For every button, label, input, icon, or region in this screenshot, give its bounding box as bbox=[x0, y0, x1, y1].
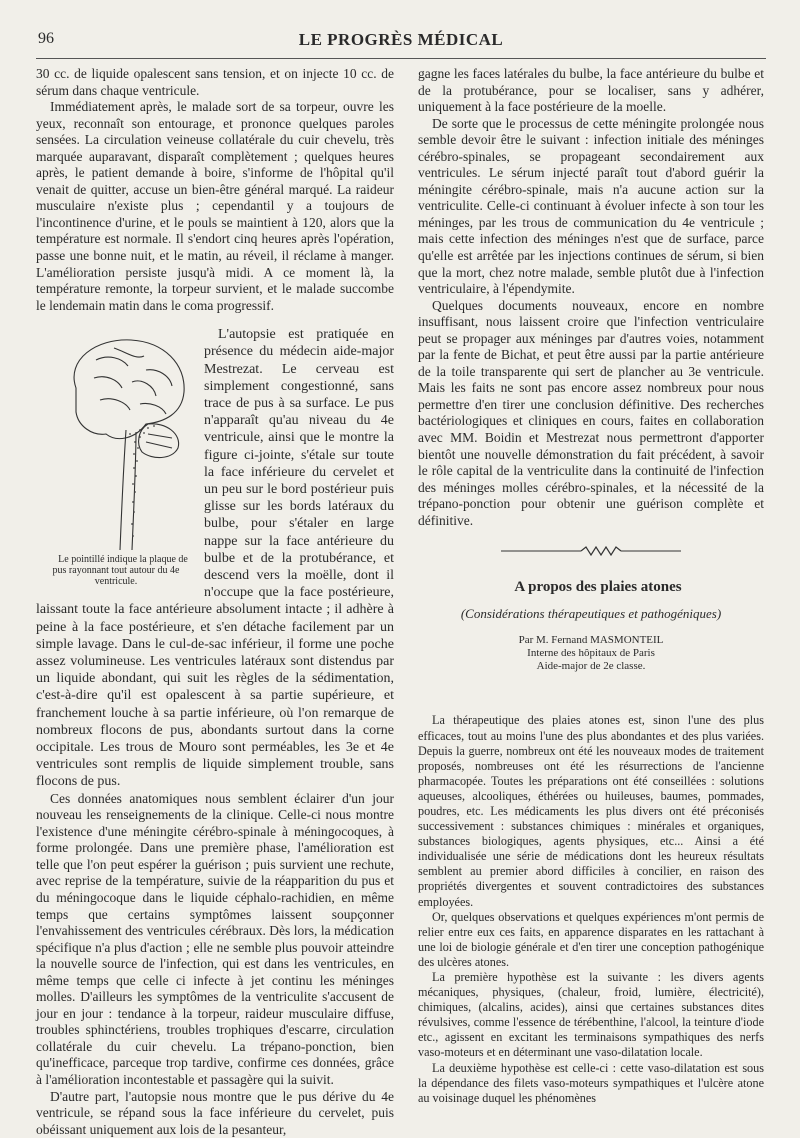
paragraph-text: L'autopsie est pratiquée en présence du médecin aide-major Mestrezat. Le cerveau est simplement congestionné, sans trace de pus à sa surface. Le pus n'apparaît qu'au niveau du 4e ventricule, ainsi que le montre la figure ci-jointe, s'étale sur toute la face inférieure du cervelet et un peu sur le bord postérieur puis glisse sur les bords latéraux du bulbe, pour s'étaler en large nappe sur la face antérieure du bulbe et de la protubérance, et descend vers la moëlle, dont il n'occupe que la face postérieure, laissant toute la face antérieure absolument intacte ; il adhère à peine à la face postérieure, et s'en détache facilement par un simple lavage. Dans le cul-de-sac inférieur, il forme une poche assez volumineuse. Les ventricules latéraux sont distendus par un liquide abondant, qui suit les règles de la sédimentation, c'est-à-dire qu'il est opalescent à sa partie supérieure, et franchement louche à sa partie inférieure, où l'on remarque de nombreux flocons de pus, abondants surtout dans la corne occipitale. Les trous de Mouro sont perméables, les 3e et 4e ventricules sont remplis de liquide simplement trouble, sans flocons de pus. bbox=[36, 327, 394, 790]
paragraph: De sorte que le processus de cette méningite prolongée nous semble devoir être le suivant : infection initiale des méninges cérébro-spinales, se propageant secondairement aux ventricules. Le sérum injecté paraît tout d'abord guérir la méningite cérébro-spinale, mais n'a aucune action sur la ventriculite. Celle-ci continuant à évoluer infecte à son tour les méninges, par les trous de communication du 4e ventricule ; mais cette infection des méninges n'est que de surface, parce qu'elle est arrêtée par les injections continues de sérum, si bien que la mort, chez notre malade, semble plutôt due à l'infection ventriculaire, à l'épendymite. bbox=[418, 115, 764, 297]
figure-caption: Le pointillé indique la plaque de pus rayonnant tout autour du 4e ventricule. bbox=[52, 554, 188, 588]
left-column bbox=[36, 66, 394, 1138]
author-line: Par M. Fernand MASMONTEIL bbox=[518, 634, 664, 647]
journal-title: LE PROGRÈS MÉDICAL bbox=[298, 30, 504, 49]
paragraph: D'autre part, l'autopsie nous montre que le pus dérive du 4e ventricule, se répand sous la face inférieure du cervelet, puis obéissant uniquement aux lois de la pesanteur, bbox=[36, 1088, 394, 1137]
page-header bbox=[38, 30, 764, 56]
ornament-rule bbox=[441, 543, 741, 559]
article-title: A propos des plaies atones bbox=[514, 579, 682, 596]
paragraph: Or, quelques observations et quelques expériences m'ont permis de relier entre eux ces faits, en apparence disparates en les rattachant à une loi de biologie générale et d'en tirer une conception pathogénique des ulcères atones. bbox=[418, 909, 764, 969]
page-number: 96 bbox=[38, 30, 54, 47]
author-role: Aide-major de 2e classe. bbox=[536, 660, 646, 673]
paragraph: Ces données anatomiques nous semblent éclairer d'un jour nouveau les renseignements de la clinique. Celle-ci nous montre l'existence d'une méningite cérébro-spinale à méningocoques, à forme prolongée. Dans une première phase, l'amélioration est telle que l'on peut espérer la guérison ; puis survient une rechute, avec reprise de la température, suivie de la réapparition du pus et du méningocoque dans le liquide céphalo-rachidien, en même temps que certains symptômes laissent soupçonner l'envahissement des ventricules cérébraux. Dès lors, la médication spécifique n'a plus d'action ; elle ne semble plus pouvoir atteindre la nouvelle source de l'infection, qui est dans les ventricules, en même temps que celle ci infecte à jet continu les méninges molles. D'ailleurs les symptômes de la ventriculite s'accusent de jour en jour : tendance à la torpeur, raideur musculaire diffuse, troubles sphinctériens, troubles trophiques d'escarre, circulation collatérale du cuir chevelu. La trépano-ponction, bien qu'inefficace, parceque trop tardive, confirme ces données, grâce à l'amélioration incontestable et passagère qui la suivit. bbox=[36, 790, 394, 1087]
brain-illustration bbox=[36, 330, 196, 552]
brain-figure bbox=[36, 330, 196, 590]
author-role: Interne des hôpitaux de Paris bbox=[527, 647, 655, 660]
paragraph: Immédiatement après, le malade sort de sa torpeur, ouvre les yeux, reconnaît son entourage, et prononce quelques paroles sensées. La circulation veineuse collatérale du cuir chevelu, très marquée auparavant, disparaît complètement ; quelques heures après, le patient demande à boire, s'informe de l'hôpital qu'il venait de quitter, accuse un bien-être général marqué. La raideur musculaire n'existe plus ; cependantil y a toujours de l'incontinence d'urine, et le pouls se maintient à 120, alors que la température est normale. Il s'endort cinq heures après l'opération, passe une bonne nuit, et le matin, au réveil, il réclame à manger. L'amélioration persiste jusqu'à midi. A ce moment là, la température remonte, la torpeur survient, et le malade succombe le lendemain matin dans le coma progressif. bbox=[36, 99, 394, 313]
header-rule bbox=[36, 58, 766, 59]
paragraph: La thérapeutique des plaies atones est, sinon l'une des plus efficaces, tout au moins l'une des plus abondantes et des plus variées. Depuis la guerre, nombreux ont été les nouveaux modes de traitement proposés, nombreuses ont été les résurrections de l'ancienne pharmacopée. Toutes les préparations ont été conseillées : solutions aqueuses, alcooliques, éthérées ou huileuses, baumes, pommades, poudres, etc. Les médicaments les plus divers ont été préconisés successivement : substances chimiques : minérales et organiques, substances biologiques, agents physiques, etc... Ainsi a été individualisée une série de médications dont les heureux résultats semblent au premier abord difficiles à concilier, en raison des propriétés divergentes et souvent contradictoires des substances employées. bbox=[418, 713, 764, 909]
paragraph: Quelques documents nouveaux, encore en nombre insuffisant, nous laissent croire que l'infection ventriculaire peut se propager aux méninges par d'autres voies, notamment par la fente de Bichat, et peut être aussi par la partie antérieure de la toile transparente qui sert de plancher au 3e ventricule. Mais les faits ne sont pas encore assez nombreux pour nous permettre d'en tirer une conclusion définitive. Des recherches bactériologiques et cliniques en cours, faites en collaboration avec MM. Boidin et Mestrezat nous permettront d'apporter bientôt une nouvelle démonstration du fait précédent, à savoir le rôle capital de la ventriculite dans la continuité de l'infection des méninges molles cérébro-spinales, et la nécessité de la trépano-ponction pour obtenir une guérison complète et définitive. bbox=[418, 297, 764, 528]
section-divider-ornament bbox=[418, 543, 764, 559]
article-body bbox=[418, 713, 764, 1105]
article-subtitle: (Considérations thérapeutiques et pathogéniques) bbox=[460, 605, 722, 621]
paragraph: La deuxième hypothèse est celle-ci : cette vaso-dilatation est sous la dépendance des filets vaso-moteurs sympathiques et l'ulcère atone au voisinage duquel les phénomènes bbox=[418, 1060, 764, 1105]
right-column bbox=[418, 66, 764, 1106]
paragraph: La première hypothèse est la suivante : les divers agents mécaniques, physiques, (chaleur, froid, lumière, électricité), chimiques, (alcalins, acides), ainsi que certaines substances dites révulsives, comme l'essence de térébenthine, l'alcool, la teinture d'iode etc., agissent en excitant les terminaisons sympathiques des nerfs vaso-moteurs et en déterminant une vaso-dilatation locale. bbox=[418, 970, 764, 1060]
paragraph: gagne les faces latérales du bulbe, la face antérieure du bulbe et de la protubérance, pour se localiser, sans y adhérer, uniquement à la face postérieure de la moelle. bbox=[418, 66, 764, 115]
paragraph-with-figure bbox=[36, 326, 394, 790]
paragraph: 30 cc. de liquide opalescent sans tension, et on injecte 10 cc. de sérum dans chaque ventricule. bbox=[36, 66, 394, 98]
